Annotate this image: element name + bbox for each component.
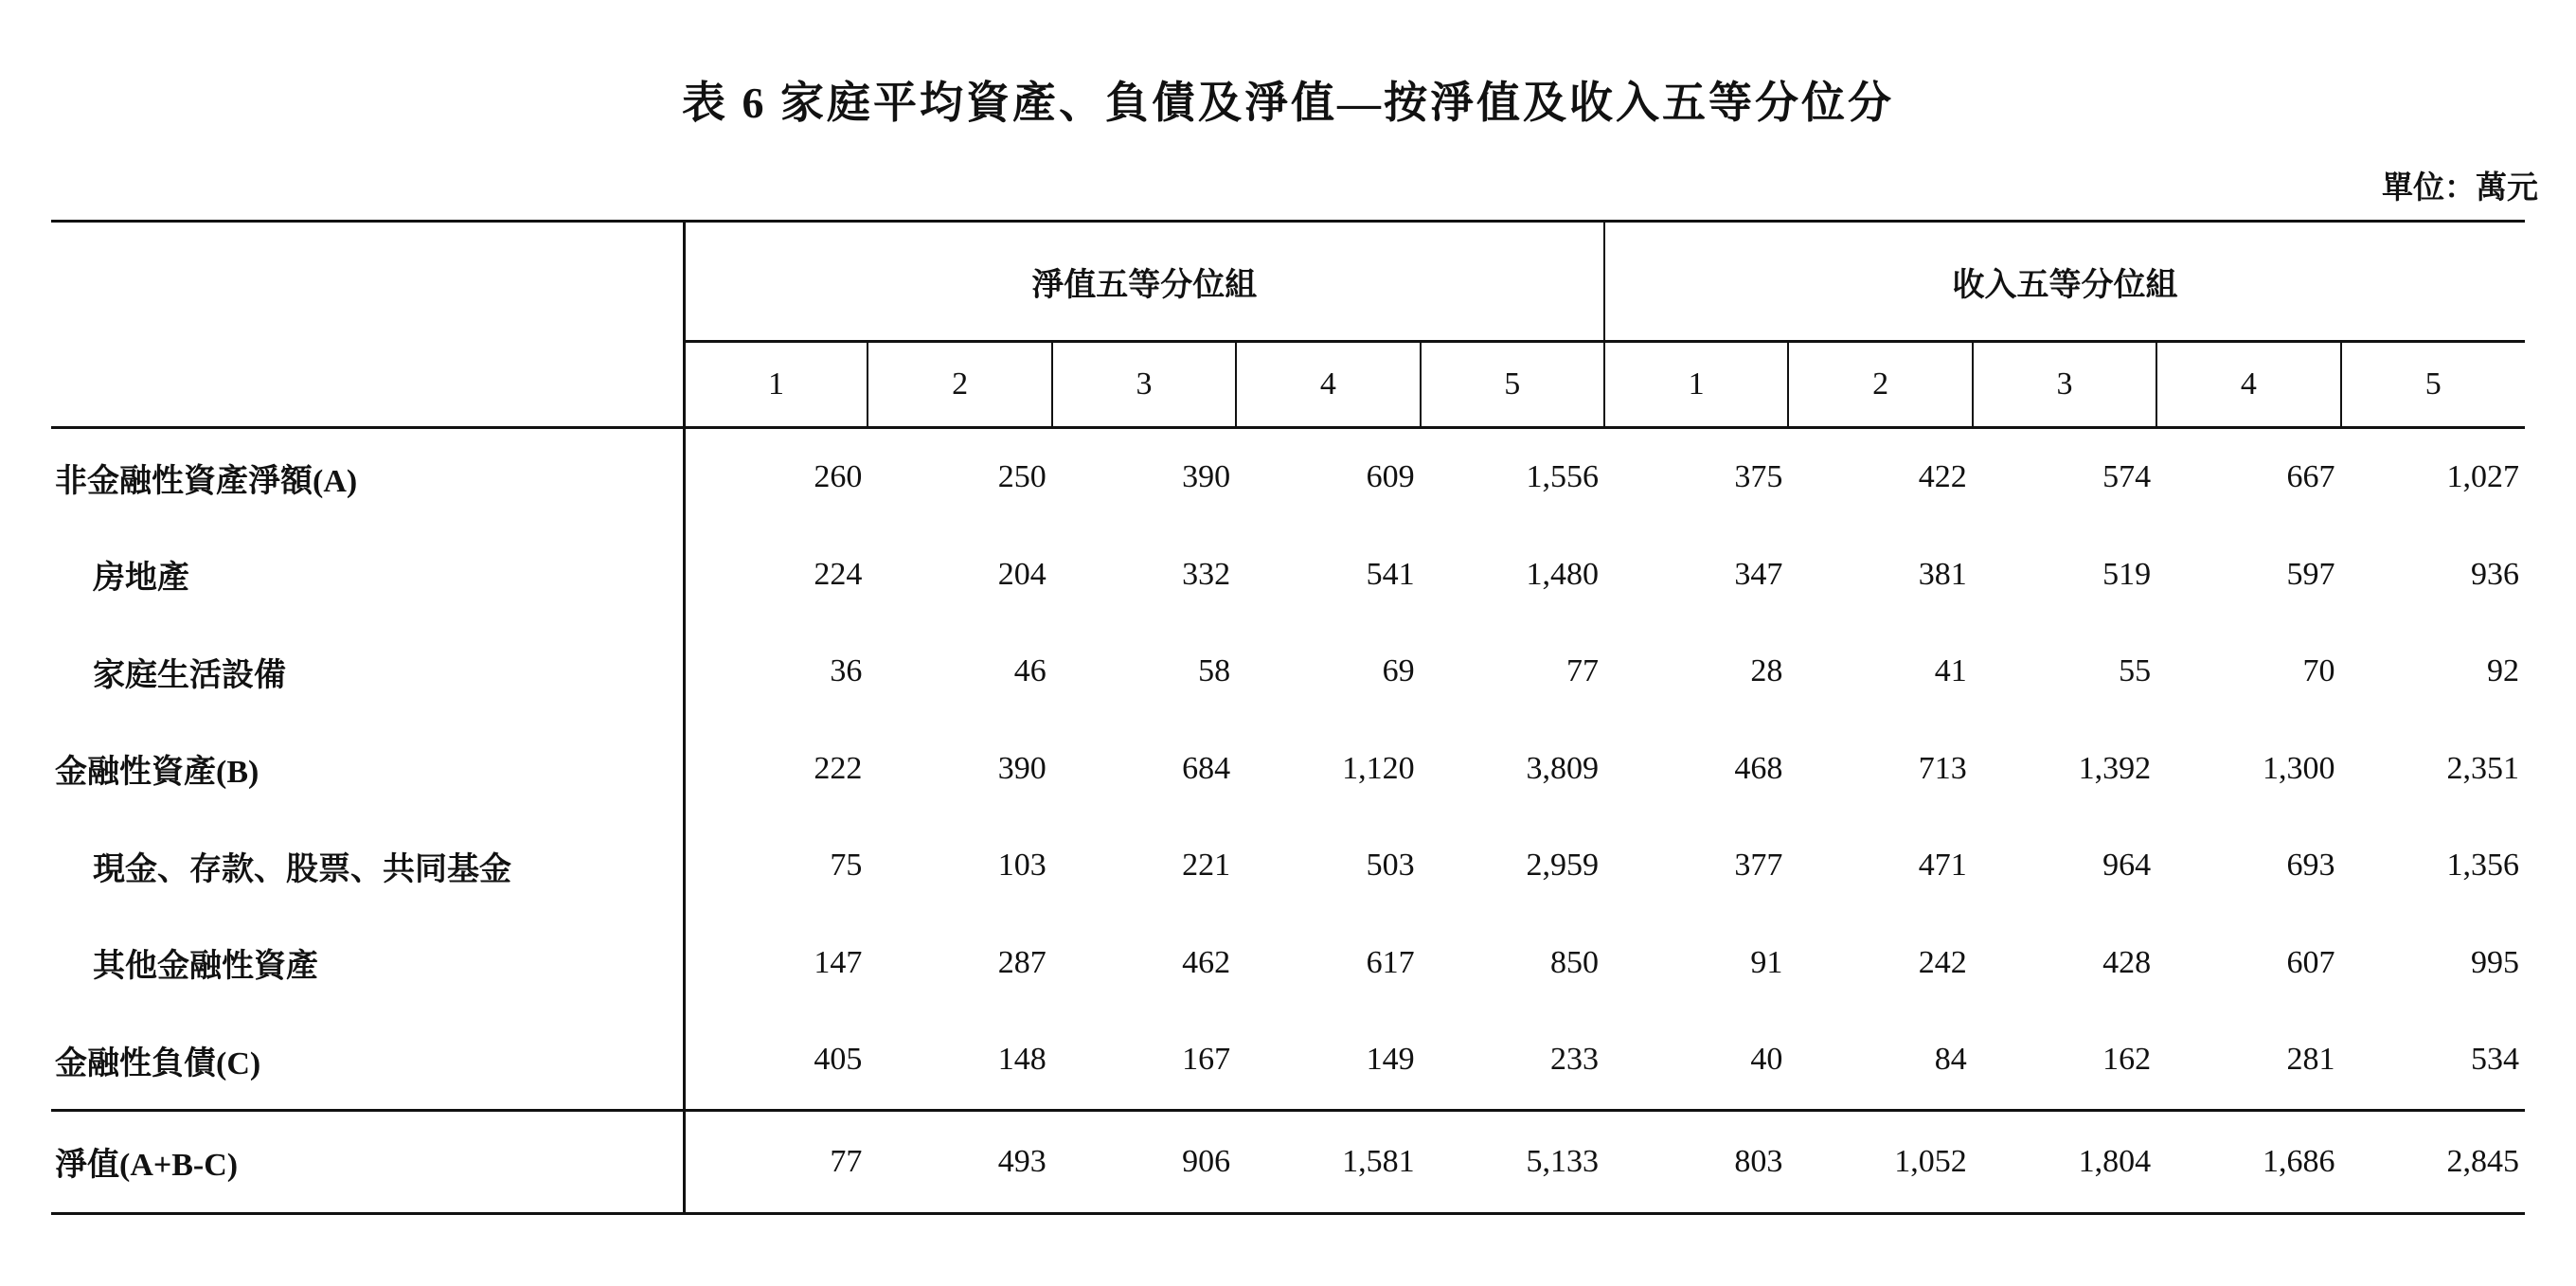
column-header: 5 xyxy=(2341,342,2525,428)
value-cell: 381 xyxy=(1918,556,1967,592)
value-cell: 148 xyxy=(997,1042,1046,1078)
table-body xyxy=(51,428,2525,1214)
value-cell: 41 xyxy=(1934,653,1967,689)
value-cell: 1,027 xyxy=(2446,459,2519,495)
value-cell: 5,133 xyxy=(1421,1110,1604,1213)
table-row xyxy=(51,1011,2525,1110)
value-cell: 684 xyxy=(1182,750,1231,786)
value-cell: 3,809 xyxy=(1526,750,1599,786)
value-cell: 103 xyxy=(997,848,1046,884)
value-cell: 519 xyxy=(2102,556,2152,592)
value-cell: 55 xyxy=(2119,653,2152,689)
value-cell: 332 xyxy=(1182,556,1231,592)
value-cell: 493 xyxy=(868,1110,1051,1213)
column-header: 4 xyxy=(2156,342,2340,428)
value-cell: 75 xyxy=(684,817,868,915)
value-cell: 46 xyxy=(1013,653,1046,689)
value-cell: 69 xyxy=(1382,653,1415,689)
table-row xyxy=(51,817,2525,915)
value-cell: 224 xyxy=(684,527,868,624)
value-cell: 964 xyxy=(2102,848,2152,884)
table-title: 表 6 家庭平均資產、負債及淨值—按淨值及收入五等分位分 xyxy=(682,79,1894,127)
value-cell: 503 xyxy=(1366,848,1415,884)
value-cell: 221 xyxy=(1182,848,1231,884)
value-cell: 162 xyxy=(2102,1042,2152,1078)
value-cell: 250 xyxy=(997,459,1046,495)
value-cell: 574 xyxy=(2102,459,2152,495)
table-row xyxy=(51,623,2525,721)
value-cell: 534 xyxy=(2471,1042,2519,1078)
value-cell: 77 xyxy=(1565,653,1599,689)
value-cell: 377 xyxy=(1734,848,1783,884)
table-row xyxy=(51,721,2525,818)
value-cell: 287 xyxy=(997,944,1046,980)
value-cell: 2,959 xyxy=(1526,848,1599,884)
value-cell: 84 xyxy=(1934,1042,1967,1078)
value-cell: 667 xyxy=(2286,459,2335,495)
value-cell: 233 xyxy=(1549,1042,1599,1078)
value-cell: 1,392 xyxy=(2078,750,2152,786)
value-cell: 803 xyxy=(1604,1110,1788,1213)
value-cell: 995 xyxy=(2471,944,2519,980)
value-cell: 936 xyxy=(2471,556,2519,592)
row-label: 現金、存款、股票、共同基金 xyxy=(93,851,511,887)
column-header: 1 xyxy=(1604,342,1788,428)
column-header: 2 xyxy=(868,342,1051,428)
value-cell: 28 xyxy=(1750,653,1783,689)
row-label: 非金融性資產淨額(A) xyxy=(55,463,358,499)
value-cell: 1,120 xyxy=(1342,750,1415,786)
value-cell: 1,480 xyxy=(1526,556,1599,592)
value-cell: 70 xyxy=(2302,653,2335,689)
table-row xyxy=(51,428,2525,527)
table-row xyxy=(51,1110,2525,1213)
column-header: 3 xyxy=(1052,342,1236,428)
value-cell: 617 xyxy=(1366,944,1415,980)
value-cell: 1,581 xyxy=(1236,1110,1420,1213)
column-header: 3 xyxy=(1973,342,2156,428)
value-cell: 541 xyxy=(1366,556,1415,592)
row-label: 金融性資產(B) xyxy=(55,755,259,791)
value-cell: 149 xyxy=(1366,1042,1415,1078)
value-cell: 468 xyxy=(1734,750,1783,786)
value-cell: 281 xyxy=(2286,1042,2335,1078)
value-cell: 347 xyxy=(1734,556,1783,592)
value-cell: 2,351 xyxy=(2446,750,2519,786)
value-cell: 2,845 xyxy=(2341,1110,2525,1213)
value-cell: 390 xyxy=(997,750,1046,786)
row-label: 淨值(A+B-C) xyxy=(51,1110,684,1213)
column-header: 5 xyxy=(1421,342,1604,428)
value-cell: 77 xyxy=(684,1110,868,1213)
value-cell: 92 xyxy=(2487,653,2519,689)
group-header-income: 收入五等分位組 xyxy=(1604,222,2525,342)
value-cell: 607 xyxy=(2286,944,2335,980)
value-cell: 1,686 xyxy=(2156,1110,2340,1213)
value-cell: 147 xyxy=(684,915,868,1012)
value-cell: 58 xyxy=(1198,653,1231,689)
value-cell: 260 xyxy=(684,428,868,527)
value-cell: 1,556 xyxy=(1526,459,1599,495)
value-cell: 693 xyxy=(2286,848,2335,884)
value-cell: 471 xyxy=(1918,848,1967,884)
value-cell: 222 xyxy=(684,721,868,818)
row-label: 金融性負債(C) xyxy=(55,1045,261,1081)
value-cell: 405 xyxy=(684,1011,868,1110)
value-cell: 204 xyxy=(997,556,1046,592)
column-header: 4 xyxy=(1236,342,1420,428)
value-cell: 906 xyxy=(1052,1110,1236,1213)
row-label: 房地產 xyxy=(93,561,189,597)
value-cell: 390 xyxy=(1182,459,1231,495)
value-cell: 1,300 xyxy=(2263,750,2335,786)
table-row xyxy=(51,915,2525,1012)
data-table xyxy=(51,220,2525,1215)
column-header: 1 xyxy=(684,342,868,428)
value-cell: 609 xyxy=(1366,459,1415,495)
value-cell: 713 xyxy=(1918,750,1967,786)
row-label: 家庭生活設備 xyxy=(93,657,286,693)
group-header-net-worth: 淨值五等分位組 xyxy=(684,222,1604,342)
table-row xyxy=(51,527,2525,624)
header-corner xyxy=(51,222,684,428)
value-cell: 1,052 xyxy=(1788,1110,1972,1213)
value-cell: 1,804 xyxy=(1973,1110,2156,1213)
unit-label: 單位：萬元 xyxy=(2382,171,2538,205)
value-cell: 91 xyxy=(1750,944,1783,980)
value-cell: 462 xyxy=(1182,944,1231,980)
value-cell: 850 xyxy=(1549,944,1599,980)
value-cell: 422 xyxy=(1918,459,1967,495)
value-cell: 40 xyxy=(1750,1042,1783,1078)
value-cell: 167 xyxy=(1182,1042,1231,1078)
value-cell: 428 xyxy=(2102,944,2152,980)
row-label: 其他金融性資產 xyxy=(93,949,318,985)
value-cell: 1,356 xyxy=(2446,848,2519,884)
value-cell: 375 xyxy=(1734,459,1783,495)
value-cell: 36 xyxy=(684,623,868,721)
value-cell: 242 xyxy=(1918,944,1967,980)
value-cell: 597 xyxy=(2286,556,2335,592)
column-header: 2 xyxy=(1788,342,1972,428)
